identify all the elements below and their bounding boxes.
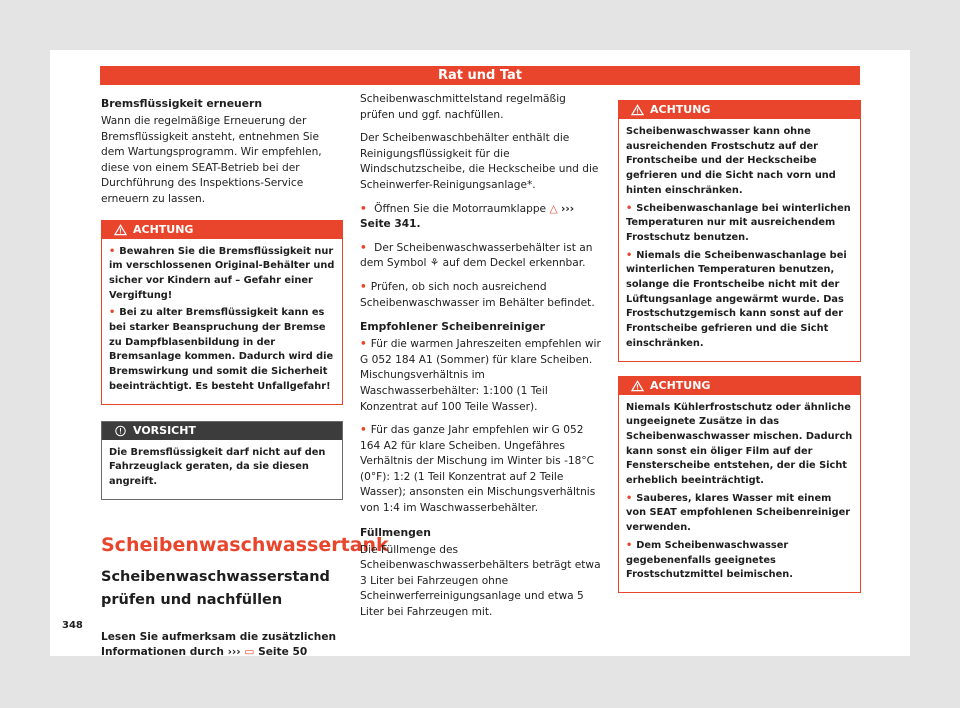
warning-text: Scheibenwaschwasser kann ohne ausreichenden Frostschutz auf der Frontscheibe und der Heckscheibe gefrieren und die Sicht nach vorn und hinten einschränken. [626,126,836,196]
reference-text: Lesen Sie aufmerksam die zusätzlichen Informationen durch ››› [101,630,337,659]
caution-header [102,422,342,440]
warning-title: ACHTUNG [650,378,711,392]
warning-box [618,100,861,362]
column-middle [360,92,602,629]
warning-bullet: • Bewahren Sie die Bremsflüssigkeit nur im verschlossenen Original-Behälter und sicher vor Kindern auf – Gefahr einer Vergiftung! [109,245,335,304]
heading-fill-quantities: Füllmengen [360,525,431,539]
warning-bullet: • Dem Scheibenwaschwasser gegebenenfalls geeignetes Frostschutzmittel beimischen. [626,539,853,583]
caution-title: VORSICHT [133,423,196,437]
warning-bullet: • Bei zu alter Bremsflüssigkeit kann es bei starker Beanspruchung der Bremse zu Dampfblasenbildung in der Bremsanlage kommen. Dadurch wird die Bremswirkung und somit die Sicherheit beeinträchtigt. Es besteht Unfallgefahr! [109,306,335,394]
warning-header [619,377,860,395]
reference-link[interactable]: Seite 50 [258,646,308,659]
page-reference-link[interactable]: ››› Seite 341. [360,202,575,231]
warning-triangle-icon [114,224,127,236]
reference-note [101,630,343,661]
paragraph: Scheibenwaschmittelstand regelmäßig prüfen und ggf. nachfüllen. [360,93,566,121]
heading-recommended-cleaner: Empfohlener Scheibenreiniger [360,320,546,334]
list-text: auf dem Deckel erkennbar. [442,257,586,270]
list-text: Der Scheibenwaschwasserbehälter ist an dem Symbol [360,241,593,270]
warning-triangle-icon: △ [549,202,558,215]
warning-box [618,376,861,593]
heading-brake-fluid: Bremsflüssigkeit erneuern [101,97,263,110]
list-item [360,202,602,233]
list-item [360,241,602,272]
list-item: • Für die warmen Jahreszeiten empfehlen wir G 052 184 A1 (Sommer) für klare Scheiben. Mischungsverhältnis im Waschwasserbehälter: 1:100 (1 Teil Konzentrat auf 100 Teile Wasser). [360,337,602,415]
warning-bullet: • Niemals die Scheibenwaschanlage bei winterlichen Temperaturen benutzen, solange die Frontscheibe nicht mit der Lüftungsanlage angewärmt wurde. Das Frostschutzgemisch kann sonst auf der Frontscheibe gefrieren und die Sicht einschränken. [626,249,853,352]
chapter-header: Rat und Tat [100,66,860,85]
warning-title: ACHTUNG [133,222,194,236]
warning-triangle-icon [631,104,644,116]
warning-title: ACHTUNG [650,103,711,116]
caution-box [101,421,343,500]
subsection-title: Scheibenwaschwasserstand prüfen und nachfüllen [101,568,330,608]
warning-text: Niemals Kühlerfrostschutz oder ähnliche ungeeignete Zusätze in das Scheibenwaschwasser mischen. Dadurch kann sonst ein öliger Film auf der Fensterscheibe entstehen, der die Sicht erheblich beeinträchtigt. [626,401,853,487]
warning-bullet: • Sauberes, klares Wasser mit einem von SEAT empfohlenen Scheibenreiniger verwenden. [626,492,853,536]
section-title: Scheibenwaschwassertank [101,533,389,556]
warning-header [619,101,860,119]
paragraph: Die Füllmenge des Scheibenwaschwasserbehälters beträgt etwa 3 Liter bei Fahrzeugen ohne Scheinwerferreinigungsanlage und etwa 5 Liter bei Fahrzeugen mit. [360,543,601,619]
warning-bullet: • Scheibenwaschanlage bei winterlichen Temperaturen nur mit ausreichendem Frostschutz benutzen. [626,202,853,246]
warning-triangle-icon [631,380,644,392]
column-left [101,96,389,669]
paragraph: Wann die regelmäßige Erneuerung der Bremsflüssigkeit ansteht, entnehmen Sie dem Wartungsprogramm. Wir empfehlen, diese von einem SEAT-Betrieb bei der Durchführung des Inspektions-Service erneuern zu lassen. [101,115,322,205]
list-item: • Prüfen, ob sich noch ausreichend Scheibenwaschwasser im Behälter befindet. [360,280,602,311]
warning-header [102,221,342,239]
info-circle-icon [114,425,127,437]
paragraph: Der Scheibenwaschbehälter enthält die Reinigungsflüssigkeit für die Windschutzscheibe, die Heckscheibe und die Scheinwerfer-Reinigungsanlage*. [360,132,599,191]
warning-box [101,220,343,405]
book-icon: ▭ [244,646,255,659]
column-right [618,100,861,605]
list-text: Öffnen Sie die Motorraumklappe [374,202,547,215]
caution-text: Die Bremsflüssigkeit darf nicht auf den Fahrzeuglack geraten, da sie diesen angreift. [109,446,326,487]
washer-symbol-icon: ⚘ [429,257,440,270]
page-number: 348 [62,620,83,631]
list-item: • Für das ganze Jahr empfehlen wir G 052 164 A2 für klare Scheiben. Ungefähres Verhältnis der Mischung im Winter bis -18°C (0°F): 1:2 (1 Teil Konzentrat auf 2 Teile Wasser); ansonsten ein Mischungsverhältnis von 1:4 im Waschwasserbehälter. [360,423,602,517]
